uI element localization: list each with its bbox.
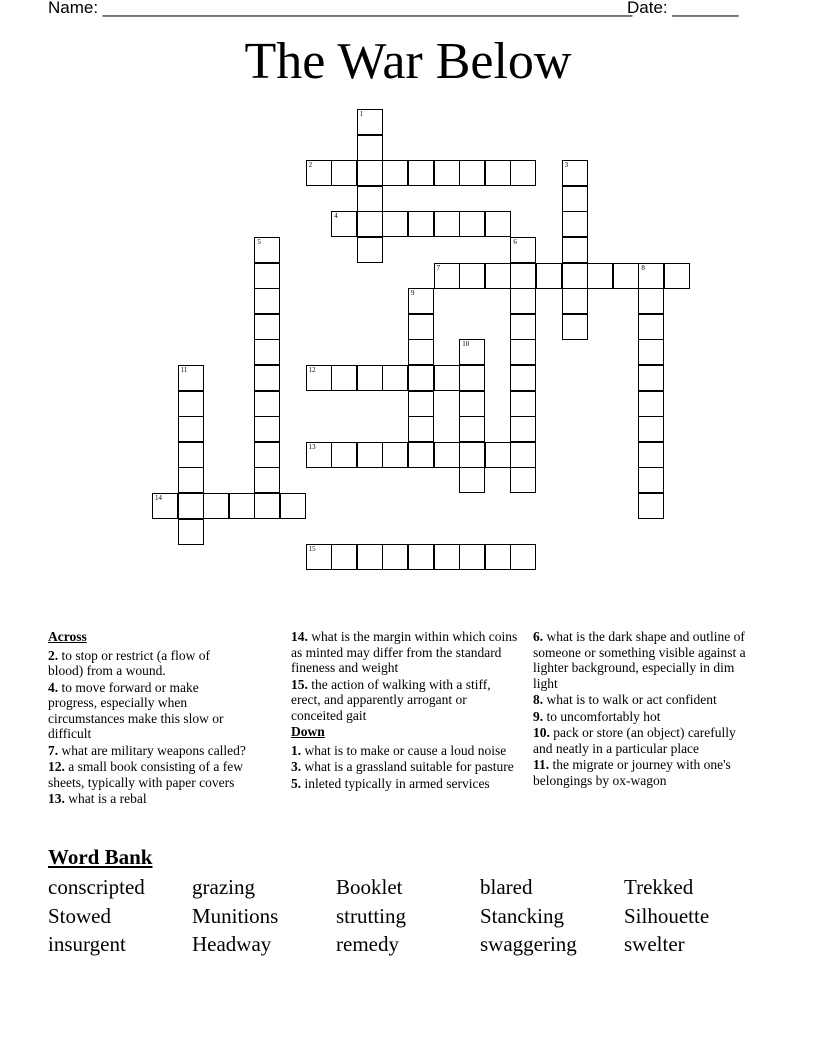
- clues-column-3: [533, 629, 758, 789]
- crossword-cell[interactable]: [562, 211, 588, 237]
- clue-number: 11: [180, 366, 188, 374]
- crossword-cell[interactable]: [382, 544, 408, 570]
- clue: [533, 709, 758, 725]
- crossword-cell[interactable]: [485, 160, 511, 186]
- crossword-cell[interactable]: [178, 365, 204, 391]
- word-bank-item: insurgent: [48, 932, 126, 956]
- crossword-cell[interactable]: [459, 263, 485, 289]
- crossword-cell[interactable]: [459, 391, 485, 417]
- word-bank-item: conscripted: [48, 875, 145, 899]
- crossword-cell[interactable]: [178, 442, 204, 468]
- crossword-cell[interactable]: [254, 263, 280, 289]
- crossword-cell[interactable]: [638, 288, 664, 314]
- crossword-cell[interactable]: [562, 314, 588, 340]
- clue-number: 15: [308, 545, 316, 554]
- word-bank-item: remedy: [336, 932, 399, 956]
- crossword-cell[interactable]: [178, 416, 204, 442]
- word-bank-item: Booklet: [336, 875, 403, 899]
- crossword-cell[interactable]: [562, 288, 588, 314]
- crossword-cell[interactable]: [638, 493, 664, 519]
- clue-text: inleted typically in armed services: [301, 775, 490, 791]
- clue-number-label: 12.: [48, 759, 65, 774]
- crossword-cell[interactable]: [408, 339, 434, 365]
- crossword-cell[interactable]: [638, 365, 664, 391]
- clue-number-label: 4.: [48, 679, 59, 695]
- clue-number: 4: [334, 212, 338, 221]
- crossword-cell[interactable]: [382, 211, 408, 237]
- crossword-cell[interactable]: [510, 314, 536, 340]
- word-bank-item: blared: [480, 875, 533, 899]
- crossword-cell[interactable]: [434, 263, 460, 289]
- clue-number-label: 7.: [48, 742, 59, 758]
- clue-text: to stop or restrict (a flow of blood) from a wound.: [48, 647, 210, 678]
- crossword-cell[interactable]: [485, 211, 511, 237]
- crossword-cell[interactable]: [408, 442, 434, 468]
- clue-number: 1: [359, 110, 364, 118]
- crossword-cell[interactable]: [408, 365, 434, 391]
- crossword-cell[interactable]: [408, 288, 434, 314]
- clue: [48, 791, 248, 807]
- clue-number: 8: [641, 263, 645, 272]
- crossword-cell[interactable]: [459, 467, 485, 493]
- crossword-cell[interactable]: [638, 467, 664, 493]
- crossword-cell[interactable]: [510, 339, 536, 365]
- crossword-cell[interactable]: [178, 519, 204, 545]
- clue: [533, 692, 758, 708]
- crossword-cell[interactable]: [254, 237, 280, 263]
- crossword-cell[interactable]: [459, 416, 485, 442]
- crossword-cell[interactable]: [382, 160, 408, 186]
- crossword-cell[interactable]: [357, 365, 383, 391]
- clue-number-label: 13.: [48, 791, 65, 806]
- crossword-cell[interactable]: [510, 160, 536, 186]
- crossword-cell[interactable]: [254, 493, 280, 519]
- crossword-cell[interactable]: [562, 186, 588, 212]
- across-clue-list: [48, 648, 248, 807]
- crossword-cell[interactable]: [178, 493, 204, 519]
- down-clue-list-continued: [533, 629, 758, 788]
- clue-number: 13: [308, 442, 316, 451]
- clue-number-label: 10.: [533, 725, 550, 740]
- clue: [533, 629, 758, 691]
- down-clue-list: [291, 743, 521, 792]
- crossword-cell[interactable]: [459, 160, 485, 186]
- word-bank-item: swelter: [624, 932, 685, 956]
- clue-text: what is the margin within which coins as minted may differ from the standard fineness and weight: [291, 629, 518, 675]
- clue-text: the action of walking with a stiff, erect, and apparently arrogant or conceited gait: [291, 676, 491, 723]
- crossword-cell[interactable]: [638, 391, 664, 417]
- down-heading: Down: [291, 724, 325, 739]
- crossword-cell[interactable]: [178, 467, 204, 493]
- crossword-cell[interactable]: [536, 263, 562, 289]
- clue-number: 10: [462, 340, 470, 349]
- crossword-cell[interactable]: [485, 442, 511, 468]
- clue-number-label: 15.: [291, 676, 308, 692]
- crossword-cell[interactable]: [664, 263, 690, 289]
- word-bank-item: Stowed: [48, 903, 111, 928]
- word-bank-item: Headway: [192, 932, 272, 956]
- crossword-cell[interactable]: [485, 544, 511, 570]
- clue: [533, 725, 758, 756]
- crossword-cell[interactable]: [280, 493, 306, 519]
- word-bank-item: Stancking: [480, 903, 564, 928]
- clue: [48, 759, 248, 790]
- crossword-cell[interactable]: [434, 365, 460, 391]
- clue-text: what is a grassland suitable for pasture: [301, 759, 514, 774]
- crossword-cell[interactable]: [357, 135, 383, 161]
- clue-number: 5: [257, 238, 261, 246]
- clue: [291, 759, 521, 775]
- crossword-cell[interactable]: [562, 263, 588, 289]
- clue-number-label: 14.: [291, 629, 308, 644]
- name-field-label[interactable]: Name: ________________________________________________________: [48, 0, 633, 17]
- crossword-cell[interactable]: [434, 160, 460, 186]
- clue-number-label: 8.: [533, 692, 544, 707]
- crossword-cell[interactable]: [408, 160, 434, 186]
- crossword-cell[interactable]: [331, 365, 357, 391]
- clue-number-label: 9.: [533, 708, 544, 724]
- crossword-cell[interactable]: [357, 109, 383, 135]
- clue: [291, 743, 521, 759]
- clue-number-label: 2.: [48, 647, 59, 663]
- crossword-cell[interactable]: [510, 416, 536, 442]
- clue-number: 9: [411, 289, 415, 298]
- crossword-cell[interactable]: [254, 391, 280, 417]
- word-bank-item: Silhouette: [624, 903, 710, 928]
- crossword-cell[interactable]: [434, 544, 460, 570]
- crossword-cell[interactable]: [638, 442, 664, 468]
- clue-number: 3: [564, 161, 569, 170]
- crossword-cell[interactable]: [254, 339, 280, 365]
- crossword-cell[interactable]: [254, 314, 280, 340]
- crossword-cell[interactable]: [408, 544, 434, 570]
- crossword-cell[interactable]: [306, 544, 332, 570]
- crossword-cell[interactable]: [331, 160, 357, 186]
- crossword-cell[interactable]: [408, 211, 434, 237]
- crossword-cell[interactable]: [357, 442, 383, 468]
- crossword-cell[interactable]: [434, 211, 460, 237]
- crossword-cell[interactable]: [459, 442, 485, 468]
- clue-number: 2: [308, 161, 313, 170]
- crossword-cell[interactable]: [203, 493, 229, 519]
- crossword-cell[interactable]: [382, 365, 408, 391]
- crossword-cell[interactable]: [434, 442, 460, 468]
- clue-text: what is the dark shape and outline of someone or something visible against a lighter background, especially in dim light: [533, 629, 746, 691]
- across-heading: Across: [48, 629, 87, 644]
- crossword-cell[interactable]: [562, 237, 588, 263]
- crossword-cell[interactable]: [562, 160, 588, 186]
- clue: [533, 757, 758, 788]
- crossword-cell[interactable]: [254, 442, 280, 468]
- crossword-cell[interactable]: [254, 365, 280, 391]
- crossword-cell[interactable]: [306, 160, 332, 186]
- clue-number: 7: [436, 263, 441, 272]
- clue-number: 6: [513, 238, 517, 246]
- crossword-cell[interactable]: [638, 416, 664, 442]
- clues-column-2: [291, 629, 521, 792]
- clue-text: what is a rebal: [64, 791, 147, 806]
- crossword-cell[interactable]: [254, 288, 280, 314]
- crossword-cell[interactable]: [510, 237, 536, 263]
- clue-number-label: 6.: [533, 629, 544, 644]
- crossword-cell[interactable]: [510, 391, 536, 417]
- clues-column-1: [48, 629, 248, 808]
- crossword-cell[interactable]: [408, 314, 434, 340]
- crossword-cell[interactable]: [485, 263, 511, 289]
- clue-text: what are military weapons called?: [58, 742, 246, 758]
- crossword-cell[interactable]: [254, 416, 280, 442]
- clue: [291, 677, 521, 724]
- clue-text: pack or store (an object) carefully and neatly in a particular place: [533, 725, 736, 756]
- clue-text: what is to make or cause a loud noise: [301, 742, 507, 758]
- word-bank-item: strutting: [336, 903, 407, 928]
- clue-text: what is to walk or act confident: [543, 692, 717, 707]
- clue-number-label: 1.: [291, 742, 302, 758]
- crossword-cell[interactable]: [357, 211, 383, 237]
- crossword-cell[interactable]: [254, 467, 280, 493]
- across-clue-list-continued: [291, 629, 521, 723]
- word-bank-item: Trekked: [624, 875, 694, 899]
- crossword-cell[interactable]: [510, 442, 536, 468]
- crossword-cell[interactable]: [382, 442, 408, 468]
- clue: [291, 776, 521, 792]
- clue-text: a small book consisting of a few sheets, typically with paper covers: [48, 759, 243, 790]
- crossword-cell[interactable]: [510, 467, 536, 493]
- clue: [291, 629, 521, 676]
- word-bank: [48, 873, 768, 959]
- clue-text: to move forward or make progress, especially when circumstances make this slow or difficult: [48, 679, 224, 741]
- word-bank-title: Word Bank: [48, 845, 153, 869]
- crossword-cell[interactable]: [510, 288, 536, 314]
- word-bank-item: Munitions: [192, 903, 279, 928]
- crossword-cell[interactable]: [613, 263, 639, 289]
- crossword-cell[interactable]: [510, 263, 536, 289]
- crossword-cell[interactable]: [510, 544, 536, 570]
- crossword-cell[interactable]: [587, 263, 613, 289]
- crossword-cell[interactable]: [306, 365, 332, 391]
- crossword-cell[interactable]: [459, 544, 485, 570]
- crossword-cell[interactable]: [331, 211, 357, 237]
- crossword-cell[interactable]: [357, 237, 383, 263]
- crossword-cell[interactable]: [638, 263, 664, 289]
- clue: [48, 743, 248, 759]
- crossword-cell[interactable]: [306, 442, 332, 468]
- clue-number-label: 11.: [533, 757, 550, 772]
- page-title: The War Below: [244, 33, 572, 90]
- word-bank-item: grazing: [192, 875, 255, 899]
- crossword-cell[interactable]: [357, 186, 383, 212]
- crossword-cell[interactable]: [408, 416, 434, 442]
- crossword-cell[interactable]: [331, 544, 357, 570]
- clue: [48, 680, 248, 742]
- clue-text: to uncomfortably hot: [543, 708, 661, 724]
- crossword-cell[interactable]: [357, 544, 383, 570]
- crossword-cell[interactable]: [152, 493, 178, 519]
- crossword-cell[interactable]: [638, 314, 664, 340]
- crossword-cell[interactable]: [229, 493, 255, 519]
- clue: [48, 648, 248, 679]
- clue-text: the migrate or journey with one's belongings by ox-wagon: [533, 757, 731, 788]
- crossword-cell[interactable]: [408, 391, 434, 417]
- word-bank-item: swaggering: [480, 932, 577, 956]
- clue-number: 12: [308, 366, 316, 374]
- crossword-cell[interactable]: [459, 365, 485, 391]
- crossword-cell[interactable]: [459, 339, 485, 365]
- clue-number-label: 3.: [291, 759, 302, 774]
- date-field-label[interactable]: Date: _______: [627, 0, 739, 17]
- clue-number: 14: [155, 494, 162, 502]
- crossword-cell[interactable]: [459, 211, 485, 237]
- clue-number-label: 5.: [291, 775, 302, 791]
- crossword-cell[interactable]: [357, 160, 383, 186]
- crossword-cell[interactable]: [178, 391, 204, 417]
- crossword-cell[interactable]: [638, 339, 664, 365]
- crossword-cell[interactable]: [331, 442, 357, 468]
- crossword-cell[interactable]: [510, 365, 536, 391]
